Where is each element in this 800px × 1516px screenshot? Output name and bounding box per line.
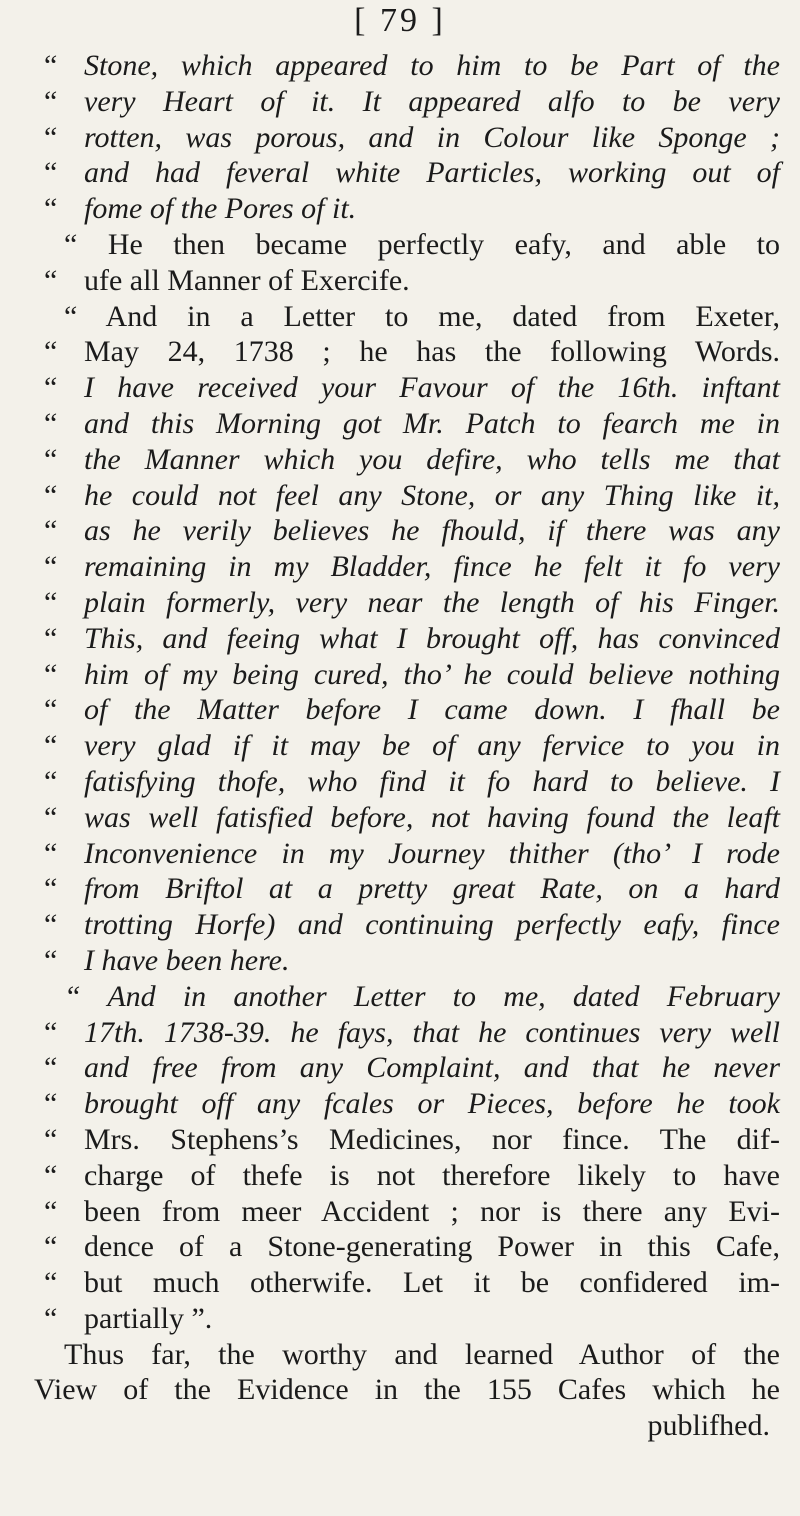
line-text: was well fatisfied before, not having found the leaft — [84, 800, 780, 834]
quote-mark: “ — [44, 943, 58, 977]
text-line — [0, 657, 800, 693]
text-line — [0, 692, 800, 728]
quote-mark: “ — [44, 49, 58, 82]
text-line — [0, 621, 800, 657]
text-line — [0, 1086, 800, 1122]
text-line — [0, 1265, 800, 1301]
line-text: May 24, 1738 ; he has the following Words. — [84, 335, 780, 369]
text-line — [0, 836, 800, 872]
line-text: “ And in another Letter to me, dated February — [64, 979, 780, 1013]
quote-mark: “ — [44, 836, 58, 870]
text-line — [0, 48, 800, 84]
text-line — [0, 1050, 800, 1086]
quote-mark: “ — [44, 693, 58, 727]
line-text: very glad if it may be of any fervice to you in — [84, 729, 780, 763]
page-number: [ 79 ] — [354, 2, 446, 39]
line-text: remaining in my Bladder, fince he felt it fo very — [84, 550, 780, 584]
quote-mark: “ — [44, 263, 58, 297]
text-line — [0, 155, 800, 191]
text-line — [0, 764, 800, 800]
body-text — [0, 48, 800, 1444]
quote-mark: “ — [44, 1266, 58, 1300]
line-text: Stone, which appeared to him to be Part of the — [84, 49, 780, 82]
quote-mark: “ — [44, 156, 58, 190]
quote-mark: “ — [44, 1301, 58, 1335]
line-text: rotten, was porous, and in Colour like Sponge ; — [84, 120, 780, 154]
text-line — [0, 1194, 800, 1230]
quote-mark: “ — [44, 406, 58, 440]
line-text: This, and feeing what I brought off, has convinced — [84, 621, 780, 655]
line-text: and this Morning got Mr. Patch to fearch me in — [84, 406, 780, 440]
line-text: as he verily believes he fhould, if there was any — [84, 514, 780, 548]
quote-mark: “ — [44, 872, 58, 906]
quote-mark: “ — [44, 1015, 58, 1049]
text-line — [0, 979, 800, 1015]
text-line — [0, 299, 800, 335]
line-text: and had feveral white Particles, working out of — [84, 156, 780, 190]
line-text: fatisfying thofe, who find it fo hard to believe. I — [84, 764, 780, 798]
text-line — [0, 84, 800, 120]
text-line — [0, 1122, 800, 1158]
text-line — [0, 406, 800, 442]
line-text: “ And in a Letter to me, dated from Exeter, — [64, 299, 780, 333]
text-line — [0, 120, 800, 156]
line-text: very Heart of it. It appeared alfo to be very — [84, 84, 780, 118]
text-line — [0, 191, 800, 227]
text-line — [0, 1015, 800, 1051]
quote-mark: “ — [44, 120, 58, 154]
text-line — [0, 263, 800, 299]
quote-mark: “ — [44, 621, 58, 655]
line-text: plain formerly, very near the length of his Finger. — [84, 585, 780, 619]
quote-mark: “ — [44, 908, 58, 942]
quote-mark: “ — [44, 1087, 58, 1121]
text-line — [0, 227, 800, 263]
quote-mark: “ — [44, 478, 58, 512]
text-line — [0, 370, 800, 406]
text-line — [0, 549, 800, 585]
line-text: he could not feel any Stone, or any Thing like it, — [84, 478, 780, 512]
text-line — [0, 728, 800, 764]
line-text: him of my being cured, tho’ he could believe nothing — [84, 657, 780, 691]
text-line — [0, 1337, 800, 1373]
quote-mark: “ — [44, 1194, 58, 1228]
text-line — [0, 800, 800, 836]
line-text: from Briftol at a pretty great Rate, on a hard — [84, 872, 780, 906]
quote-mark: “ — [44, 1158, 58, 1192]
text-line — [0, 585, 800, 621]
quote-mark: “ — [44, 1051, 58, 1085]
line-text: Mrs. Stephens’s Medicines, nor fince. The dif- — [84, 1122, 780, 1156]
quote-mark: “ — [44, 442, 58, 476]
quote-mark: “ — [44, 371, 58, 405]
quote-mark: “ — [44, 1230, 58, 1264]
text-line — [0, 907, 800, 943]
quote-mark: “ — [44, 585, 58, 619]
text-line — [0, 871, 800, 907]
text-line — [0, 478, 800, 514]
line-text: View of the Evidence in the 155 Cafes which he — [34, 1373, 780, 1407]
quote-mark: “ — [44, 800, 58, 834]
line-text: fome of the Pores of it. — [84, 192, 357, 226]
quote-mark: “ — [44, 550, 58, 584]
quote-mark: “ — [44, 84, 58, 118]
line-text: charge of thefe is not therefore likely to have — [84, 1158, 780, 1192]
quote-mark: “ — [44, 192, 58, 226]
line-text: dence of a Stone-generating Power in this Cafe, — [84, 1230, 780, 1264]
text-line — [0, 513, 800, 549]
quote-mark: “ — [44, 514, 58, 548]
quote-mark: “ — [44, 1122, 58, 1156]
line-text: “ He then became perfectly eafy, and able to — [64, 227, 780, 261]
quote-mark: “ — [44, 729, 58, 763]
line-text: I have been here. — [84, 943, 290, 977]
line-text: I have received your Favour of the 16th. inftant — [84, 371, 780, 405]
line-text: publifhed. — [647, 1409, 770, 1443]
line-text: partially ”. — [84, 1301, 213, 1335]
text-line — [0, 442, 800, 478]
line-text: but much otherwife. Let it be confidered im- — [84, 1266, 780, 1300]
line-text: 17th. 1738-39. he fays, that he continues very well — [84, 1015, 780, 1049]
text-line — [0, 1158, 800, 1194]
line-text: trotting Horfe) and continuing perfectly eafy, fince — [84, 908, 780, 942]
line-text: Thus far, the worthy and learned Author of the — [64, 1337, 780, 1371]
text-line — [0, 1408, 800, 1444]
text-line — [0, 1229, 800, 1265]
text-line — [0, 943, 800, 979]
quote-mark: “ — [44, 657, 58, 691]
text-line — [0, 1301, 800, 1337]
text-line — [0, 334, 800, 370]
line-text: brought off any fcales or Pieces, before he took — [84, 1087, 780, 1121]
quote-mark: “ — [44, 764, 58, 798]
line-text: been from meer Accident ; nor is there any Evi- — [84, 1194, 780, 1228]
text-line — [0, 1372, 800, 1408]
line-text: of the Matter before I came down. I fhall be — [84, 693, 780, 727]
quote-mark: “ — [44, 335, 58, 369]
line-text: ufe all Manner of Exercife. — [84, 263, 410, 297]
line-text: the Manner which you defire, who tells me that — [84, 442, 780, 476]
line-text: and free from any Complaint, and that he never — [84, 1051, 780, 1085]
line-text: Inconvenience in my Journey thither (tho’ I rode — [84, 836, 780, 870]
